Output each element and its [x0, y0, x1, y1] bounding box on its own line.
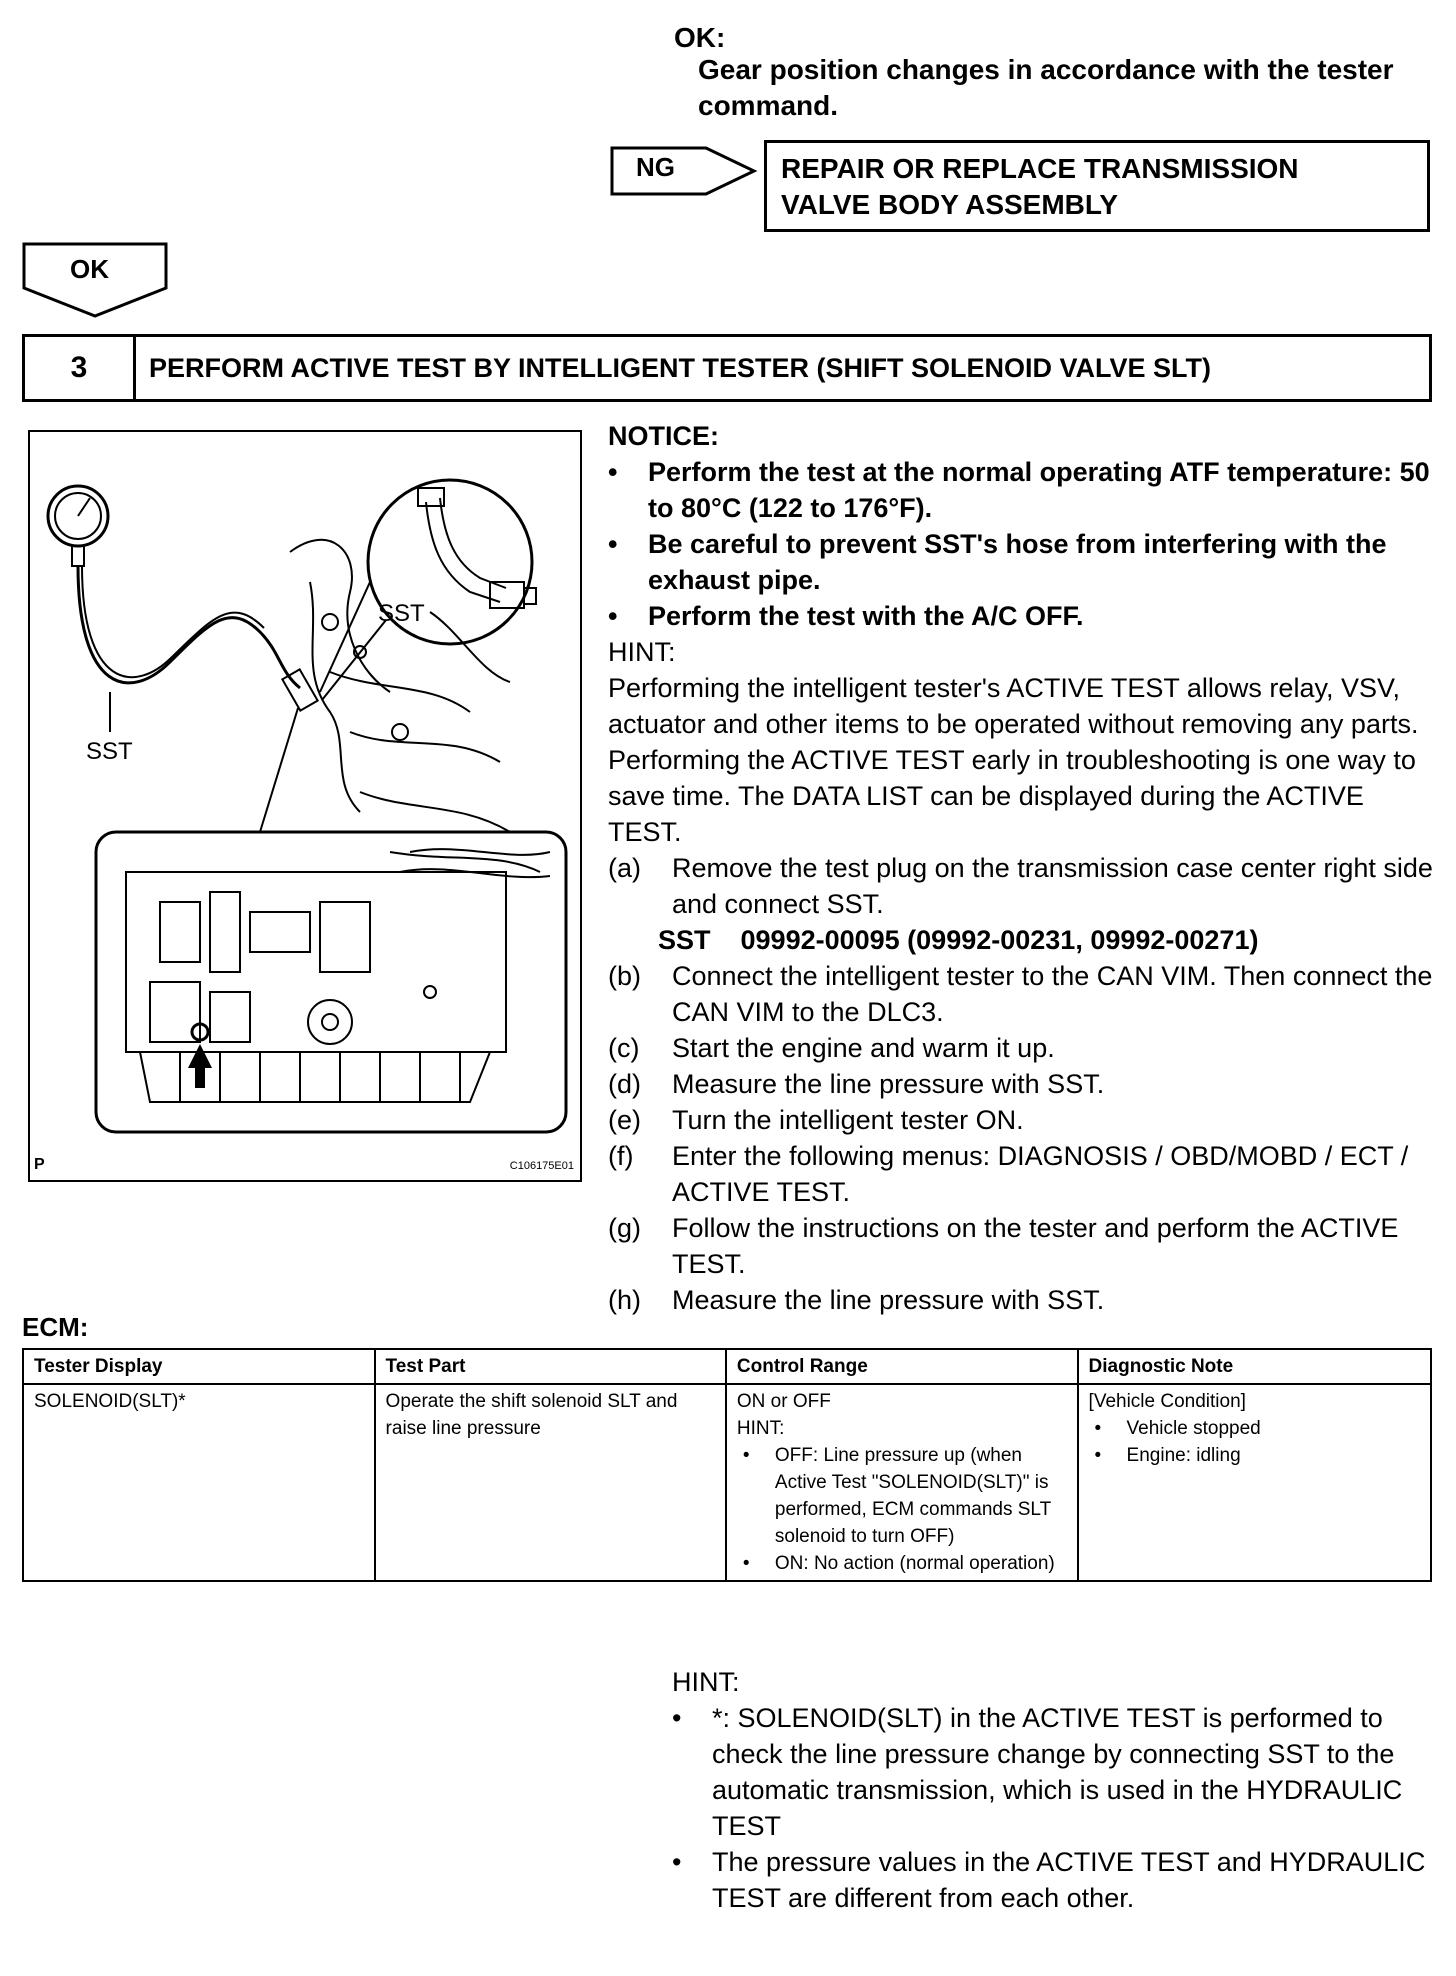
sst-hose-label: SST: [86, 738, 133, 765]
ecm-active-test-table: [22, 1348, 1432, 1582]
step-text: Start the engine and warm it up.: [672, 1033, 1055, 1063]
bottom-hint: [672, 1664, 1442, 1916]
hint-text: Performing the intelligent tester's ACTIVE TEST allows relay, VSV, actuator and other items to be operated without removing any parts. Performing the ACTIVE TEST early in troubleshooting is one way to save time. The DATA LIST can be displayed during the ACTIVE TEST.: [608, 673, 1419, 847]
header-control-range: Control Range: [726, 1349, 1078, 1384]
bottom-hint-item: • The pressure values in the ACTIVE TEST and HYDRAULIC TEST are different from each other.: [672, 1844, 1442, 1916]
step-letter: (g): [608, 1213, 641, 1243]
diag-heading: [Vehicle Condition]: [1088, 1391, 1246, 1412]
step-item: [608, 1030, 1438, 1066]
sst-inset-label: SST: [378, 600, 425, 627]
figure-code: C106175E01: [509, 1160, 574, 1172]
step-letter: (d): [608, 1069, 641, 1099]
step-item: [608, 1102, 1438, 1138]
transmission-illustration: [30, 432, 580, 1180]
step-text: Follow the instructions on the tester and perform the ACTIVE TEST.: [672, 1213, 1399, 1279]
cell-control-range: [726, 1384, 1078, 1581]
hint-heading: HINT:: [608, 637, 676, 667]
step-letter: (e): [608, 1105, 641, 1135]
step-text: Remove the test plug on the transmission case center right side and connect SST.: [672, 853, 1433, 919]
bottom-hint-heading: HINT:: [672, 1667, 740, 1697]
control-range-value: ON or OFF: [736, 1391, 831, 1412]
ok-arrow-label: OK: [70, 254, 109, 284]
control-hint-heading: HINT:: [736, 1418, 785, 1439]
step-letter: (b): [608, 961, 641, 991]
procedure-text: [608, 418, 1438, 1318]
diag-item: • Vehicle stopped: [1089, 1415, 1420, 1442]
table-header-row: [23, 1349, 1431, 1384]
step-text: Turn the intelligent tester ON.: [672, 1105, 1024, 1135]
step-item: [608, 1282, 1438, 1318]
step-header: [22, 334, 1432, 402]
control-item: • OFF: Line pressure up (when Active Test "SOLENOID(SLT)" is performed, ECM commands SLT solenoid to turn OFF): [737, 1442, 1067, 1550]
header-tester-display: Tester Display: [23, 1349, 375, 1384]
step-number: 3: [25, 337, 136, 399]
ng-action-box: [764, 140, 1430, 232]
notice-item: • Perform the test with the A/C OFF.: [608, 598, 1438, 634]
notice-heading: NOTICE:: [608, 421, 719, 451]
cell-diagnostic-note: [1078, 1384, 1431, 1581]
notice-item: • Perform the test at the normal operating ATF temperature: 50 to 80°C (122 to 176°F).: [608, 454, 1438, 526]
header-test-part: Test Part: [375, 1349, 726, 1384]
ng-action-line1: REPAIR OR REPLACE TRANSMISSION: [781, 153, 1299, 184]
step-letter: (h): [608, 1285, 641, 1315]
step-item: [608, 850, 1438, 922]
control-item: • ON: No action (normal operation): [737, 1550, 1067, 1577]
step-item: [608, 1066, 1438, 1102]
step-letter: (a): [608, 853, 641, 883]
step-text: Measure the line pressure with SST.: [672, 1069, 1105, 1099]
ok-result-label: OK:: [674, 22, 726, 53]
step-title: PERFORM ACTIVE TEST BY INTELLIGENT TESTER (SHIFT SOLENOID VALVE SLT): [149, 352, 1212, 383]
notice-item: • Be careful to prevent SST's hose from interfering with the exhaust pipe.: [608, 526, 1438, 598]
ecm-label: ECM:: [22, 1312, 89, 1342]
step-item: [608, 958, 1438, 1030]
step-text: Measure the line pressure with SST.: [672, 1285, 1105, 1315]
ng-arrow-icon: [610, 146, 758, 196]
step-letter: (f): [608, 1141, 634, 1171]
step-item: [608, 1138, 1438, 1210]
ng-label: NG: [636, 152, 675, 182]
ng-action-line2: VALVE BODY ASSEMBLY: [781, 189, 1119, 220]
table-row: [23, 1384, 1431, 1581]
ok-result-text: Gear position changes in accordance with the tester command.: [698, 54, 1394, 121]
cell-tester-display: SOLENOID(SLT)*: [23, 1384, 375, 1581]
step-text: Enter the following menus: DIAGNOSIS / OBD/MOBD / ECT / ACTIVE TEST.: [672, 1141, 1409, 1207]
step-text: Connect the intelligent tester to the CAN VIM. Then connect the CAN VIM to the DLC3.: [672, 961, 1433, 1027]
step-letter: (c): [608, 1033, 640, 1063]
cell-test-part: Operate the shift solenoid SLT and raise line pressure: [375, 1384, 726, 1581]
sst-connection-figure: [28, 430, 582, 1182]
header-diagnostic-note: Diagnostic Note: [1078, 1349, 1431, 1384]
diag-item: • Engine: idling: [1089, 1442, 1420, 1469]
step-item: [608, 1210, 1438, 1282]
bottom-hint-item: • *: SOLENOID(SLT) in the ACTIVE TEST is performed to check the line pressure change by connecting SST to the automatic transmission, which is used in the HYDRAULIC TEST: [672, 1700, 1442, 1844]
figure-corner-p: P: [34, 1156, 45, 1173]
sst-part-number: SST 09992-00095 (09992-00231, 09992-00271): [658, 925, 1259, 955]
